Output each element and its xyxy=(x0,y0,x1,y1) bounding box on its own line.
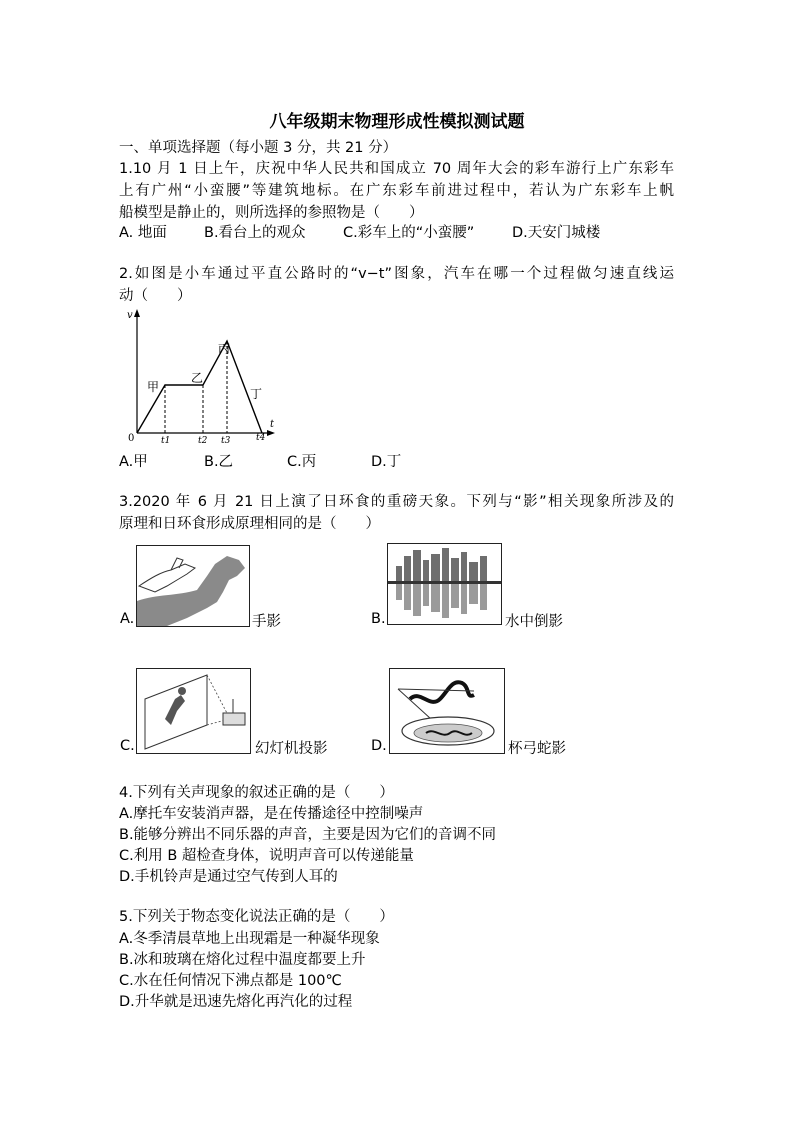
q1-option-d: D.天安门城楼 xyxy=(512,225,601,241)
figure-hand-shadow xyxy=(136,545,250,627)
q4-option-d: D.手机铃声是通过空气传到人耳的 xyxy=(119,869,338,885)
segment-ding: 丁 xyxy=(250,387,263,401)
q5-option-d: D.升华就是迅速先熔化再汽化的过程 xyxy=(119,994,353,1010)
tick-t1: t1 xyxy=(161,436,171,445)
segment-yi: 乙 xyxy=(191,371,204,385)
snake-cup-image xyxy=(390,669,504,753)
section-heading: 一、单项选择题（每小题 3 分，共 21 分） xyxy=(119,140,398,156)
figure-projector xyxy=(136,668,251,754)
projector-image xyxy=(137,669,250,753)
projector-device xyxy=(223,713,245,725)
q2-option-d: D.丁 xyxy=(371,454,402,470)
hand-shadow-image xyxy=(137,546,249,626)
q1-line-1: 1.10 月 1 日上午，庆祝中华人民共和国成立 70 周年大会的彩车游行上广东彩车 xyxy=(119,161,674,177)
q5-stem: 5.下列关于物态变化说法正确的是（ ） xyxy=(119,909,394,925)
q1-line-2: 上有广州“小蛮腰”等建筑地标。在广东彩车前进过程中，若认为广东彩车上帆 xyxy=(119,183,674,199)
q3-option-d-text: 杯弓蛇影 xyxy=(508,741,566,757)
q4-option-a: A.摩托车安装消声器，是在传播途径中控制噪声 xyxy=(119,806,424,822)
t-axis-arrow xyxy=(267,430,275,436)
figure-reflection xyxy=(387,543,502,625)
q3-option-d-letter: D. xyxy=(371,738,387,754)
q3-line-2: 原理和日环食形成原理相同的是（ ） xyxy=(119,516,380,532)
q1-option-c: C.彩车上的“小蛮腰” xyxy=(343,225,475,241)
q3-option-a-text: 手影 xyxy=(252,614,281,630)
segment-bing: 丙 xyxy=(218,342,231,356)
q3-option-a-letter: A. xyxy=(120,611,135,627)
q1-option-a: A. 地面 xyxy=(119,225,167,241)
q2-line-2: 动（ ） xyxy=(119,288,192,304)
q3-option-b-letter: B. xyxy=(371,611,386,627)
q4-option-b: B.能够分辨出不同乐器的声音，主要是因为它们的音调不同 xyxy=(119,827,497,843)
t-axis-label: t xyxy=(270,419,275,430)
q3-line-1: 3.2020 年 6 月 21 日上演了日环食的重磅天象。下列与“影”相关现象所涉及的 xyxy=(119,494,674,510)
q5-option-b: B.冰和玻璃在熔化过程中温度都要上升 xyxy=(119,952,366,968)
tick-t3: t3 xyxy=(221,436,231,445)
q5-option-a: A.冬季清晨草地上出现霜是一种凝华现象 xyxy=(119,931,380,947)
q3-option-c-text: 幻灯机投影 xyxy=(255,741,328,757)
page-title: 八年级期末物理形成性模拟测试题 xyxy=(269,112,525,132)
segment-jia: 甲 xyxy=(147,380,160,394)
q5-option-c: C.水在任何情况下沸点都是 100℃ xyxy=(119,973,342,989)
q4-option-c: C.利用 B 超检查身体，说明声音可以传递能量 xyxy=(119,848,414,864)
q2-option-c: C.丙 xyxy=(287,454,317,470)
q2-option-b: B.乙 xyxy=(204,454,234,470)
v-axis-arrow xyxy=(134,309,140,317)
q3-option-c-letter: C. xyxy=(120,738,135,754)
q3-option-b-text: 水中倒影 xyxy=(505,614,563,630)
q1-option-b: B.看台上的观众 xyxy=(204,225,306,241)
reflection-image xyxy=(388,544,501,624)
origin-label: 0 xyxy=(128,433,135,444)
q2-line-1: 2.如图是小车通过平直公路时的“v−t”图象，汽车在哪一个过程做匀速直线运 xyxy=(119,266,674,282)
tick-t4: t4 xyxy=(256,433,266,443)
q2-option-a: A.甲 xyxy=(119,454,148,470)
v-axis-label: v xyxy=(127,310,133,321)
vt-graph xyxy=(120,305,280,445)
figure-snake-cup xyxy=(389,668,505,754)
q1-line-3: 船模型是静止的，则所选择的参照物是（ ） xyxy=(119,205,424,221)
tick-t2: t2 xyxy=(198,436,208,445)
q4-stem: 4.下列有关声现象的叙述正确的是（ ） xyxy=(119,785,394,801)
